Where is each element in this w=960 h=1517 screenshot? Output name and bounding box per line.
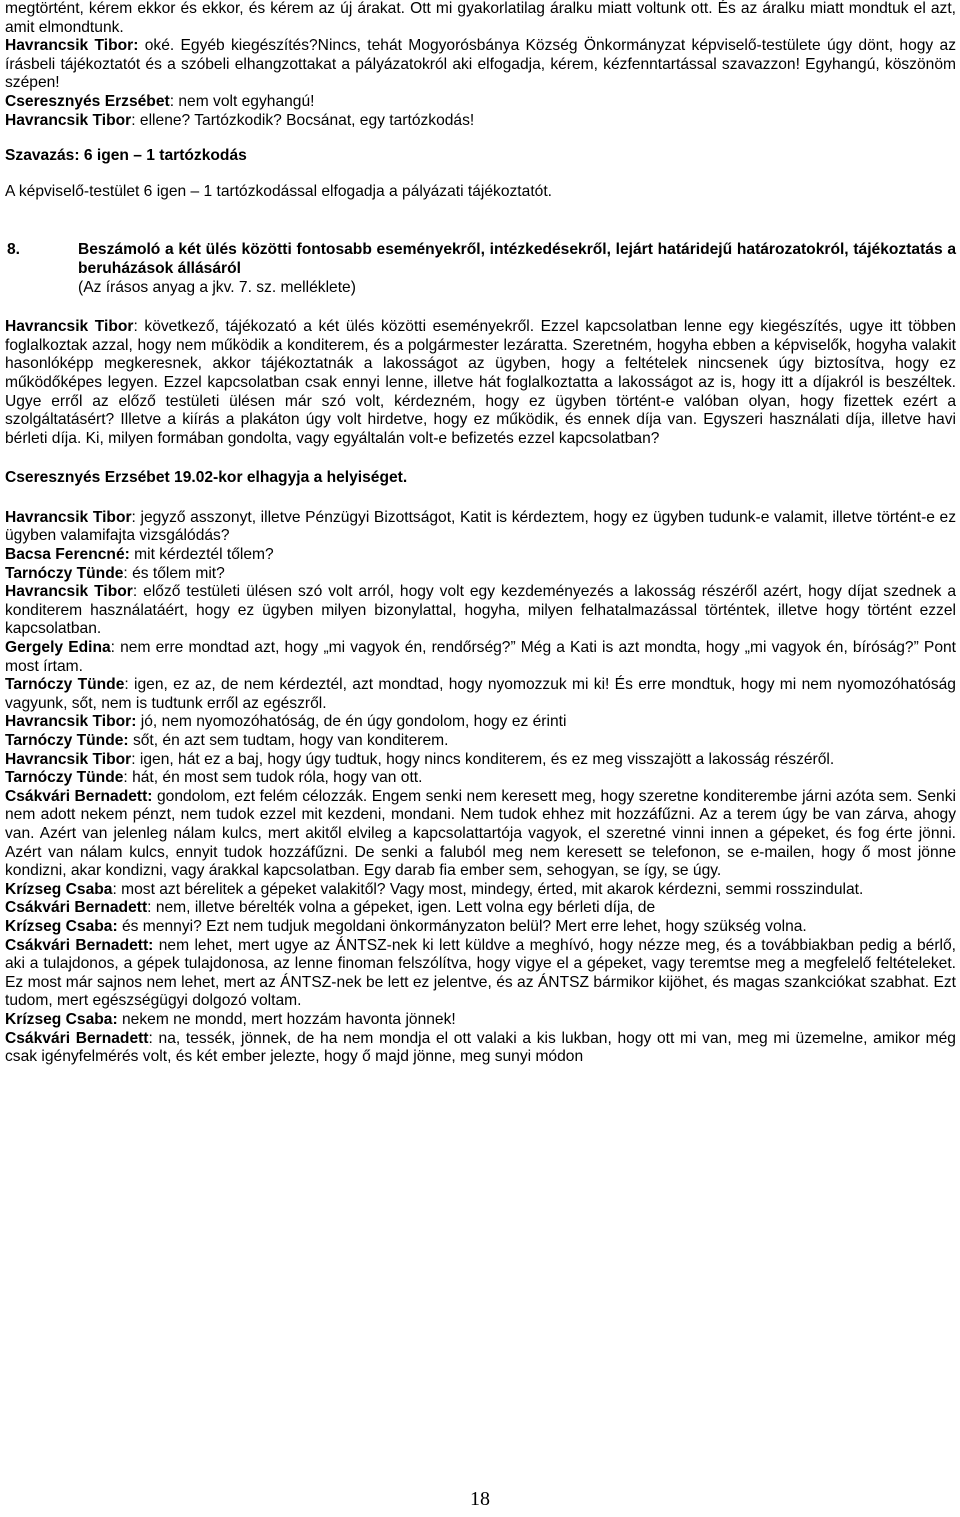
section-subtitle: (Az írásos anyag a jkv. 7. sz. melléklete) bbox=[78, 278, 356, 296]
speaker-name: Havrancsik Tibor bbox=[5, 318, 134, 336]
speaker-name: Havrancsik Tibor bbox=[5, 508, 132, 526]
dialogue-entry bbox=[5, 937, 956, 1011]
vote-result: Szavazás: 6 igen – 1 tartózkodás bbox=[5, 147, 247, 165]
speaker-name: Csákvári Bernadett bbox=[5, 899, 148, 917]
dialogue-list bbox=[5, 509, 956, 1067]
dialogue-text: jó, nem nyomozóhatóság, de én úgy gondolom, hogy ez érinti bbox=[136, 713, 567, 731]
page-number: 18 bbox=[470, 1488, 490, 1510]
paragraph-text: megtörtént, kérem ekkor és ekkor, és kérem az új árakat. Ott mi gyakorlatilag áralku miatt voltunk ott. És az áralku miatt mondtuk el azt, amit elmondtunk. bbox=[5, 0, 956, 36]
dialogue-text: : nem erre mondtad azt, hogy „mi vagyok én, rendőrség?” Még a Kati is azt mondta, hogy „mi vagyok én, bíróság?” Pont most írtam. bbox=[5, 639, 956, 675]
dialogue-entry bbox=[5, 676, 956, 713]
paragraph bbox=[5, 93, 956, 112]
speaker-name: Bacsa Ferencné: bbox=[5, 546, 130, 564]
dialogue-text: nem lehet, mert ugye az ÁNTSZ-nek ki lett küldve a meghívó, hogy nézze meg, és a továbbiakban pedig a bérlő, aki a tulajdonos, a gépek tulajdonosa, az lenne finoman felszólítva, hogy vigye el a gépeket, vagy teremtse meg a megfelelő feltételeket. Ez most már sajnos nem lehet, mert az ÁNTSZ-nek be lett ez jelentve, és az ÁNTSZ bármikor kijöhet, és magas szankciókat szabhat. Ezt tudom, mert egészségügyi dolgozó voltam. bbox=[5, 936, 956, 1010]
dialogue-entry bbox=[5, 546, 956, 565]
dialogue-text: : igen, ez az, de nem kérdeztél, azt mondtad, hogy nyomozzuk mi ki! És erre mondtuk, hogy mi nem nyomozóhatóság vagyunk, sőt, nem is tudtunk erről az egészről. bbox=[5, 676, 956, 712]
section-title: Beszámoló a két ülés közötti fontosabb eseményekről, intézkedésekről, lejárt határidejű határozatokról, tájékoztatás a beruházások állásáról bbox=[78, 241, 956, 277]
dialogue-text: : hát, én most sem tudok róla, hogy van ott. bbox=[123, 769, 423, 787]
dialogue-entry bbox=[5, 565, 956, 584]
paragraph-text: oké. Egyéb kiegészítés?Nincs, tehát Mogyorósbánya Község Önkormányzat képviselő-testülete úgy dönt, hogy az írásbeli tájékoztatót és a szóbeli elhangzottakat a pályázatokról aki elfogadja, kérem, kézfenntartással szavazzon! Egyhangú, köszönöm szépen! bbox=[5, 37, 956, 92]
dialogue-text: : na, tessék, jönnek, de ha nem mondja el ott valaki a kis lukban, hogy ott mi van, meg mi üzemelne, amikor még csak igényfelmérés volt, és két ember jelezte, hogy ő majd jönne, meg sunyi módon bbox=[5, 1029, 956, 1066]
dialogue-text: mit kérdeztél tőlem? bbox=[129, 546, 274, 564]
speaker-name: Krízseg Csaba: bbox=[5, 1010, 118, 1028]
speaker-name: Csákvári Bernadett: bbox=[5, 936, 154, 954]
leave-notice: Cseresznyés Erzsébet 19.02-kor elhagyja a helyiséget. bbox=[5, 469, 408, 487]
dialogue-entry bbox=[5, 899, 956, 918]
paragraph bbox=[5, 0, 956, 37]
dialogue-entry bbox=[5, 583, 956, 639]
speaker-name: Krízseg Csaba bbox=[5, 880, 113, 898]
section-number: 8. bbox=[7, 241, 21, 259]
dialogue-entry bbox=[5, 788, 956, 881]
dialogue-text: : következő, tájékozató a két ülés közötti eseményekről. Ezzel kapcsolatban lenne egy kiegészítés, ugye itt többen foglalkoztak azzal, hogy nem működik a konditerem, és a polgármester lezáratta. Szeretném, hogyha ebben a képviselők, hogyha valakit hasonlóképp megkeresnek, akkor tájékoztatnák a lakosságot az ügyben, hogy a feltételek nincsenek úgy biztosítva, hogy ez működőképes legyen. Ezzel kapcsolatban csak ennyi lenne, illetve hát foglalkoztatta a lakosságot az is, hogy itt a díjakról is beszéltek. Ugye erről az előző testületi ülésen már szó volt, kérdezném, hogy ez ügyben történt-e valóban olyan, hogy fizettek ezért a szolgáltatásért? Illetve a kiírás a plakáton úgy volt hirdetve, hogy ez működik, és ennek díja van. Egyszeri használati díja, illetve havi bérleti díja. Ki, milyen formában gondolta, vagy egyáltalán volt-e befizetés ezzel kapcsolatban? bbox=[5, 318, 956, 447]
speaker-name: Tarnóczy Tünde: bbox=[5, 732, 129, 749]
dialogue-text: gondolom, ezt felém célozzák. Engem senki nem keresett meg, hogy szeretne konditerembe járni azóta sem. Senki nem adott nekem pénzt, nem tudok ezzel mit kezdeni, mondani. Nem tudok ehhez mit hozzáfűzni. Az a terem úgy be van zárva, ahogy van. Azért van jelenleg nálam kulcs, mert akitől elvileg a kapcsolattartója vagyok, el szeretné vinni innen a gépeket, és fog érte jönni. Azért van nálam kulcs, ennyit tudok hozzáfűzni. De senki a faluból meg nem keresett se telefonon, se e-mailen, hogy ő most jönne kondizni, akar kondizni, vagy árakkal kapcsolatban. Egy darab fia ember sem, sehogyan, se így, se úgy. bbox=[5, 787, 956, 880]
dialogue-entry bbox=[5, 769, 956, 788]
paragraph bbox=[5, 37, 956, 93]
dialogue-entry bbox=[5, 639, 956, 676]
paragraph-text: : ellene? Tartózkodik? Bocsánat, egy tartózkodás! bbox=[131, 111, 475, 129]
speaker-name: Tarnóczy Tünde bbox=[5, 564, 124, 582]
speaker-name: Csákvári Bernadett bbox=[5, 1029, 149, 1047]
resolution-text: A képviselő-testület 6 igen – 1 tartózkodással elfogadja a pályázati tájékoztatót. bbox=[5, 182, 552, 200]
dialogue-text: : előző testületi ülésen szó volt arról, hogy volt egy kezdeményezés a lakosság részéről azért, hogy díjat szednek a konditerem használatáért, hogy ez ügyben milyen bizonylattal, hogyha, milyen felhatalmazással történtek, illetve hogy történt ezzel kapcsolatban. bbox=[5, 583, 956, 638]
dialogue-entry bbox=[5, 318, 956, 448]
speaker-name: Havrancsik Tibor: bbox=[5, 713, 137, 731]
dialogue-entry bbox=[5, 1030, 956, 1067]
speaker-name: Gergely Edina bbox=[5, 639, 111, 657]
dialogue-entry bbox=[5, 1011, 956, 1030]
dialogue-entry bbox=[5, 918, 956, 937]
paragraph-text: : nem volt egyhangú! bbox=[169, 92, 315, 110]
dialogue-entry bbox=[5, 509, 956, 546]
speaker-name: Havrancsik Tibor bbox=[5, 750, 132, 768]
section-heading bbox=[5, 241, 956, 297]
speaker-name: Havrancsik Tibor bbox=[5, 111, 132, 129]
dialogue-entry bbox=[5, 751, 956, 770]
speaker-name: Havrancsik Tibor: bbox=[5, 37, 139, 55]
dialogue-entry bbox=[5, 713, 956, 732]
speaker-name: Tarnóczy Tünde bbox=[5, 676, 125, 694]
dialogue-entry bbox=[5, 732, 956, 751]
document-page bbox=[5, 0, 956, 1067]
speaker-name: Csákvári Bernadett: bbox=[5, 787, 153, 805]
speaker-name: Cseresznyés Erzsébet bbox=[5, 92, 170, 110]
speaker-name: Havrancsik Tibor bbox=[5, 583, 133, 601]
dialogue-text: : most azt bérelitek a gépeket valakitől? Vagy most, mindegy, érted, mit akarok kérdezni, semmi rosszindulat. bbox=[112, 880, 864, 898]
dialogue-text: nekem ne mondd, mert hozzám havonta jönnek! bbox=[117, 1010, 456, 1028]
dialogue-text: és mennyi? Ezt nem tudjuk megoldani önkormányzaton belül? Mert erre lehet, hogy szükség volna. bbox=[117, 917, 807, 935]
dialogue-text: : jegyző asszonyt, illetve Pénzügyi Bizottságot, Katit is kérdeztem, hogy ez ügyben tudunk-e valamit, illetve történt-e ez ügyben valamifajta vizsgálódás? bbox=[5, 508, 957, 545]
dialogue-text: : és tőlem mit? bbox=[123, 564, 225, 582]
dialogue-text: : nem, illetve bérelték volna a gépeket, igen. Lett volna egy bérleti díja, de bbox=[147, 899, 656, 917]
dialogue-text: : igen, hát ez a baj, hogy úgy tudtuk, hogy nincs konditerem, és ez meg visszajött a lakosság részéről. bbox=[131, 750, 835, 768]
dialogue-entry bbox=[5, 881, 956, 900]
speaker-name: Krízseg Csaba: bbox=[5, 917, 118, 935]
speaker-name: Tarnóczy Tünde bbox=[5, 769, 124, 787]
dialogue-text: sőt, én azt sem tudtam, hogy van konditerem. bbox=[128, 732, 449, 749]
paragraph bbox=[5, 112, 956, 131]
